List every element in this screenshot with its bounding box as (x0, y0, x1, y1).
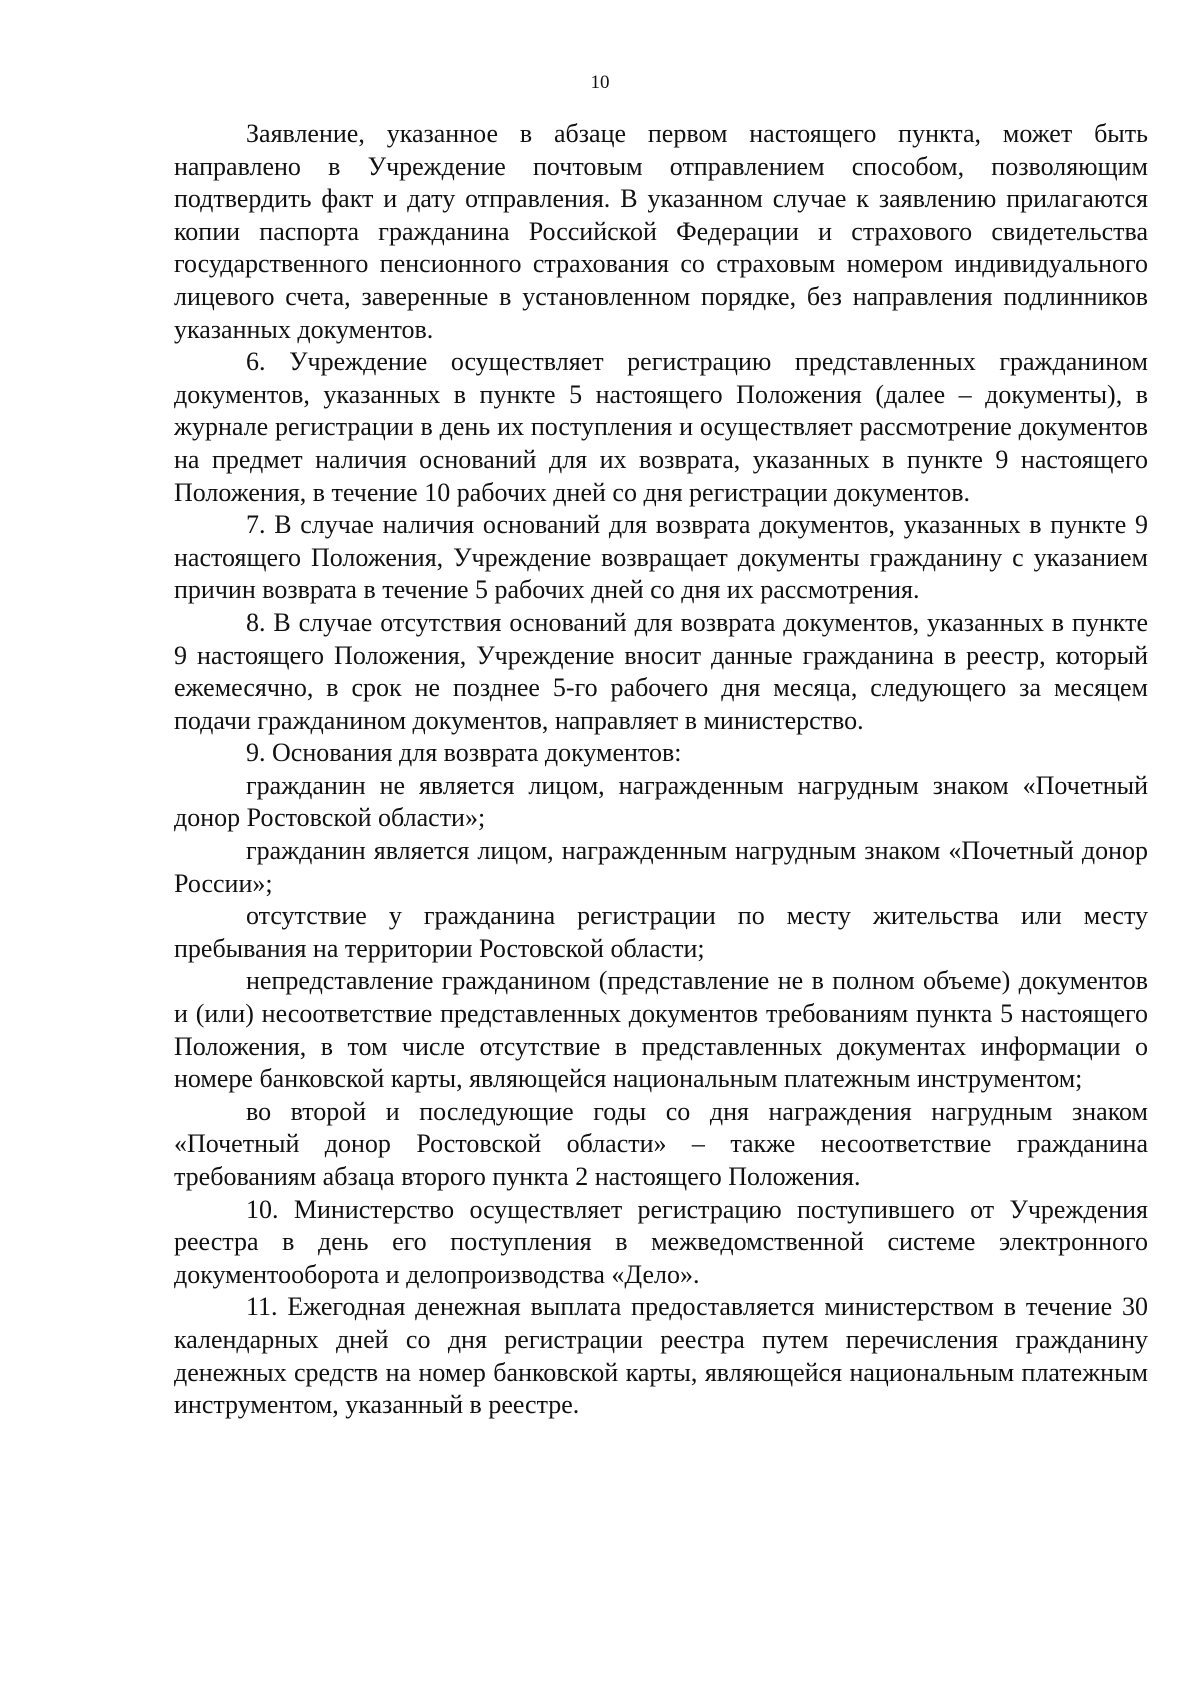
paragraph-application-mailing: Заявление, указанное в абзаце первом настоящего пункта, может быть направлено в Учреждение почтовым отправлением способом, позволяющим подтвердить факт и дату отправления. В указанном случае к заявлению прилагаются копии паспорта гражданина Российской Федерации и страхового свидетельства государственного пенсионного страхования со страховым номером индивидуального лицевого счета, заверенные в установленном порядке, без направления подлинников указанных документов. (174, 119, 1148, 344)
list-item-subsequent-years: во второй и последующие годы со дня награждения нагрудным знаком «Почетный донор Ростовской области» – также несоответствие гражданина требованиям абзаца второго пункта 2 настоящего Положения. (174, 1096, 1148, 1191)
paragraph-11-annual-payment: 11. Ежегодная денежная выплата предоставляется министерством в течение 30 календарных дней со дня регистрации реестра путем перечисления гражданину денежных средств на номер банковской карты, являющейся национальным платежным инструментом, указанный в реестре. (174, 1292, 1148, 1420)
page-number: 10 (590, 72, 610, 93)
list-item-incomplete-documents: непредставление гражданином (представление не в полном объеме) документов и (или) несоответствие представленных документов требованиям пункта 5 настоящего Положения, в том числе отсутствие в представленных документах информации о номере банковской карты, являющейся национальным платежным инструментом; (174, 966, 1148, 1094)
paragraph-10-ministry-registration: 10. Министерство осуществляет регистрацию поступившего от Учреждения реестра в день его поступления в межведомственной системе электронного документооборота и делопроизводства «Дело». (174, 1194, 1148, 1289)
paragraph-6-registration: 6. Учреждение осуществляет регистрацию представленных гражданином документов, указанных в пункте 5 настоящего Положения (далее – документы), в журнале регистрации в день их поступления и осуществляет рассмотрение документов на предмет наличия оснований для их возврата, указанных в пункте 9 настоящего Положения, в течение 10 рабочих дней со дня регистрации документов. (174, 347, 1148, 507)
paragraph-9-grounds: 9. Основания для возврата документов: (246, 738, 682, 768)
paragraph-7-return: 7. В случае наличия оснований для возврата документов, указанных в пункте 9 настоящего Положения, Учреждение возвращает документы гражданину с указанием причин возврата в течение 5 рабочих дней со дня их рассмотрения. (174, 510, 1148, 605)
list-item-no-registration: отсутствие у гражданина регистрации по месту жительства или месту пребывания на территории Ростовской области; (174, 901, 1148, 963)
paragraph-8-registry: 8. В случае отсутствия оснований для возврата документов, указанных в пункте 9 настоящего Положения, Учреждение вносит данные гражданина в реестр, который ежемесячно, в срок не позднее 5-го рабочего дня месяца, следующего за месяцем подачи гражданином документов, направляет в министерство. (174, 607, 1148, 735)
document-body (174, 118, 1148, 1422)
list-item-awarded-russia: гражданин является лицом, награжденным нагрудным знаком «Почетный донор России»; (174, 836, 1148, 898)
list-item-not-awarded-rostov: гражданин не является лицом, награжденным нагрудным знаком «Почетный донор Ростовской области»; (174, 770, 1148, 833)
